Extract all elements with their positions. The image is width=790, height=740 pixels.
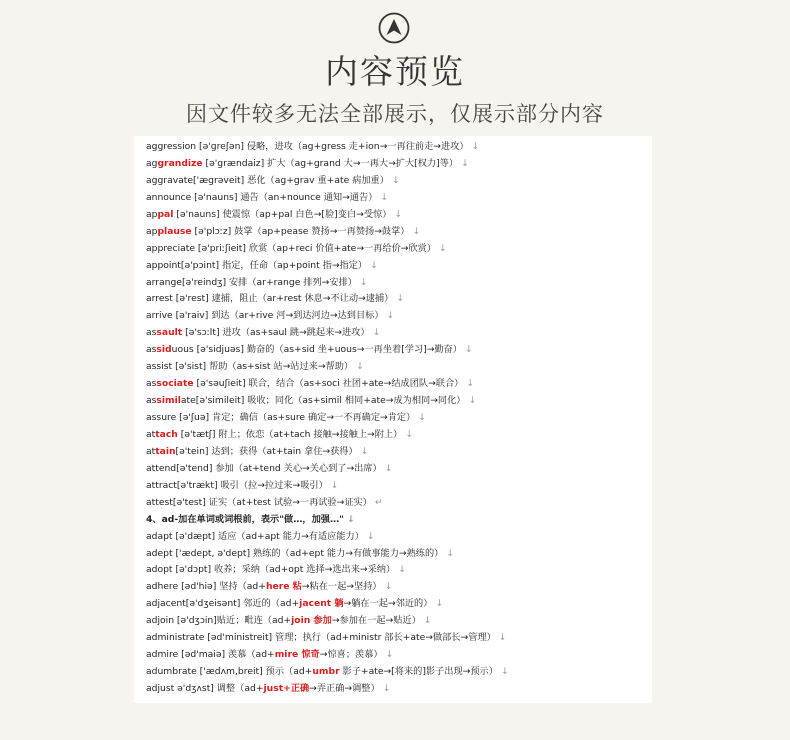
line-text: adjust ə'dʒʌst] 调整（ad+ (146, 683, 264, 694)
line-text: 影子+ate→[将来的]影子出现→预示） (339, 666, 498, 678)
highlighted-text: sault (156, 327, 183, 339)
paragraph-mark: ↓ (446, 547, 455, 559)
highlighted-text: pal (157, 208, 174, 220)
vocab-line (146, 664, 648, 681)
line-text: appreciate [ə'priːʃieit] 欣赏（ap+reci 价值+ate→一再给价→欣赏） (146, 242, 437, 254)
vocab-line (146, 241, 648, 258)
vocab-line (146, 546, 648, 563)
line-text: adjoin [ə'dʒɔin]贴近；毗连（ad+ (146, 615, 292, 627)
highlighted-text: grandize (157, 157, 203, 169)
paragraph-mark: ↓ (471, 141, 480, 152)
line-text: [ə'səuʃieit] 联合，结合（as+soci 社团+ate→结成团队→联合） (193, 378, 464, 390)
vocab-line (146, 630, 648, 647)
paragraph-mark: ↓ (465, 344, 473, 356)
page-title: 内容预览 (325, 52, 465, 91)
paragraph-mark: ↓ (382, 683, 391, 694)
vocab-line (146, 461, 648, 478)
paragraph-mark: ↓ (330, 479, 339, 491)
line-text: adapt [ə'dæpt] 适应（ad+apt 能力→有适应能力） (146, 530, 364, 542)
paragraph-mark: ↓ (468, 395, 477, 407)
line-text: aggravate['ægrəveit] 恶化（ag+grav 重+ate 病加重） (146, 174, 389, 186)
highlighted-text: plause (157, 225, 192, 237)
line-text: adumbrate ['ædʌm,breit] 预示（ad+ (146, 666, 313, 678)
line-text: announce [ə'nauns] 通告（an+nounce 通知→通告） (146, 191, 378, 203)
vocab-line (146, 258, 648, 275)
page-subtitle: 因文件较多无法全部展示，仅展示部分内容 (186, 102, 604, 126)
line-text: appoint[ə'pɔint] 指定，任命（ap+point 指→指定） (146, 259, 368, 271)
line-text: administrate [əd'ministreit] 管理；执行（ad+ministr 部长+ate→做部长→管理） (146, 632, 496, 644)
up-arrow-circle-icon (378, 12, 410, 44)
line-text: admire [əd'maiə] 羡慕（ad+ (146, 649, 275, 661)
vocab-line (146, 579, 648, 596)
line-text: adept ['ædept, ə'dept] 熟练的（ad+ept 能力→有做事能力→熟练的） (146, 547, 444, 559)
paragraph-mark: ↓ (394, 208, 403, 220)
vocab-line (146, 410, 648, 427)
line-text: ag (146, 157, 158, 169)
paragraph-mark: ↓ (405, 428, 414, 440)
highlighted-text: just+正确 (263, 683, 310, 694)
line-text: →躺在一起→邻近的） (343, 598, 433, 610)
vocab-line (146, 190, 648, 207)
line-text: [ə'tein] 达到；获得（at+tain 拿住→获得） (175, 445, 358, 457)
line-text: arrange[ə'reindʒ] 安排（ar+range 排列→安排） (146, 276, 357, 288)
document-preview (134, 136, 652, 703)
line-text: →粘在一起→坚持） (301, 581, 382, 593)
section-heading (146, 512, 648, 529)
vocab-line (146, 596, 648, 613)
vocab-line (146, 359, 648, 376)
paragraph-mark: ↓ (398, 564, 406, 576)
vocab-line (146, 342, 648, 359)
vocab-line (146, 529, 648, 546)
paragraph-mark: ↓ (500, 666, 509, 678)
highlighted-text: umbr (312, 666, 340, 678)
line-text: attend[ə'tend] 参加（at+tend 关心→关心到了→出席） (146, 462, 382, 474)
vocab-line (146, 275, 648, 292)
vocab-line (146, 478, 648, 495)
highlighted-text: tach (155, 428, 178, 440)
paragraph-mark: ↓ (360, 445, 369, 457)
highlighted-text: mire 惊奇 (274, 649, 320, 661)
paragraph-mark: ↓ (439, 242, 447, 254)
paragraph-mark: ↓ (386, 310, 395, 322)
line-text: arrest [ə'rest] 逮捕，阻止（ar+rest 休息→不让动→逮捕） (146, 293, 394, 305)
line-text: adopt [ə'dɔpt] 收养；采纳（ad+opt 选择→选出来→采纳） (146, 564, 396, 576)
vocab-line (146, 156, 648, 173)
line-text: ap (146, 225, 158, 237)
highlighted-text: sid (156, 344, 172, 356)
vocab-line (146, 393, 648, 410)
paragraph-mark: ↓ (356, 361, 364, 373)
vocab-line (146, 444, 648, 461)
vocab-line (146, 681, 648, 698)
vocab-line (146, 291, 648, 308)
line-text: [ə'tætʃ] 附上；依恋（at+tach 接触→接触上→附上） (177, 428, 403, 440)
line-text: at (146, 428, 156, 440)
line-text: attract[ə'trækt] 吸引（拉→拉过来→吸引） (146, 479, 328, 491)
vocab-line (146, 139, 648, 156)
line-text: [ə'nauns] 使震惊（ap+pal 白色→[脸]变白→受惊） (173, 208, 392, 220)
highlighted-text: jacent 躺 (299, 598, 344, 610)
line-text: aggression [ə'greʃən] 侵略，进攻（ag+gress 走+ion→一再往前走→进攻） (146, 141, 469, 152)
highlighted-text: sociate (156, 378, 194, 390)
paragraph-mark: ↓ (435, 598, 444, 610)
paragraph-mark: ↓ (423, 615, 432, 627)
vocab-line (146, 173, 648, 190)
paragraph-mark: ↓ (396, 293, 405, 305)
line-text: adhere [əd'hiə] 坚持（ad+ (146, 581, 266, 593)
line-text: 4、ad-加在单词或词根前，表示"做…，加强…" (146, 513, 344, 525)
vocab-line (146, 427, 648, 444)
line-text: →惊喜；羡慕） (319, 649, 383, 661)
vocab-line (146, 647, 648, 664)
line-text: arrive [ə'raiv] 到达（ar+rive 河→到达河边→达到目标） (146, 310, 384, 322)
line-text: ate[ə'simileit] 吸收；同化（as+simil 相同+ate→成为相同→同化） (180, 395, 466, 407)
line-text: adjacent[ə'dʒeisənt] 邻近的（ad+ (146, 598, 300, 610)
paragraph-mark: ↓ (391, 174, 400, 186)
highlighted-text: tain (155, 445, 176, 457)
vocab-line (146, 224, 648, 241)
vocab-line (146, 613, 648, 630)
paragraph-mark: ↓ (346, 513, 355, 525)
line-text: →弄正确→调整） (309, 683, 380, 694)
paragraph-mark: ↵ (374, 496, 383, 508)
paragraph-mark: ↓ (498, 632, 507, 644)
line-text: assure [ə'ʃuə] 肯定；确信（as+sure 确定→一不再确定→肯定） (146, 412, 416, 423)
vocab-line (146, 376, 648, 393)
line-text: [ə'plɔːz] 鼓掌（ap+pease 赞扬→一再赞扬→鼓掌） (191, 225, 410, 237)
paragraph-mark: ↓ (384, 581, 393, 593)
highlighted-text: join 参加 (291, 615, 332, 627)
line-text: assist [ə'sist] 帮助（as+sist 站→站过来→帮助） (146, 361, 354, 373)
vocab-line (146, 308, 648, 325)
vocabulary-list (146, 139, 648, 698)
line-text: [ə'grændaiz] 扩大（ag+grand 大→一再大→扩大[权力]等） (202, 157, 459, 169)
paragraph-mark: ↓ (359, 276, 368, 288)
paragraph-mark: ↓ (385, 649, 394, 661)
highlighted-text: here 粘 (265, 581, 302, 593)
paragraph-mark: ↓ (418, 412, 426, 423)
line-text: uous [ə'sidjuəs] 勤奋的（as+sid 坐+uous→一再坐着[学习]→勤奋） (171, 344, 462, 356)
line-text: ap (146, 208, 158, 220)
line-text: as (146, 344, 157, 356)
paragraph-mark: ↓ (384, 462, 393, 474)
vocab-line (146, 562, 648, 579)
line-text: [ə'sɔːlt] 进攻（as+saul 跳→跳起来→进攻） (182, 327, 370, 339)
line-text: →参加在一起→贴近） (331, 615, 421, 627)
line-text: as (146, 395, 157, 407)
highlighted-text: simil (156, 395, 181, 407)
line-text: as (146, 327, 157, 339)
paragraph-mark: ↓ (412, 225, 421, 237)
vocab-line (146, 495, 648, 512)
paragraph-mark: ↓ (366, 530, 375, 542)
line-text: attest[ə'test] 证实（at+test 试验→一再试验→证实） (146, 496, 372, 508)
paragraph-mark: ↓ (372, 327, 381, 339)
paragraph-mark: ↓ (466, 378, 475, 390)
vocab-line (146, 325, 648, 342)
line-text: as (146, 378, 157, 390)
vocab-line (146, 207, 648, 224)
paragraph-mark: ↓ (461, 157, 469, 169)
line-text: at (146, 445, 156, 457)
paragraph-mark: ↓ (370, 259, 378, 271)
paragraph-mark: ↓ (380, 191, 389, 203)
